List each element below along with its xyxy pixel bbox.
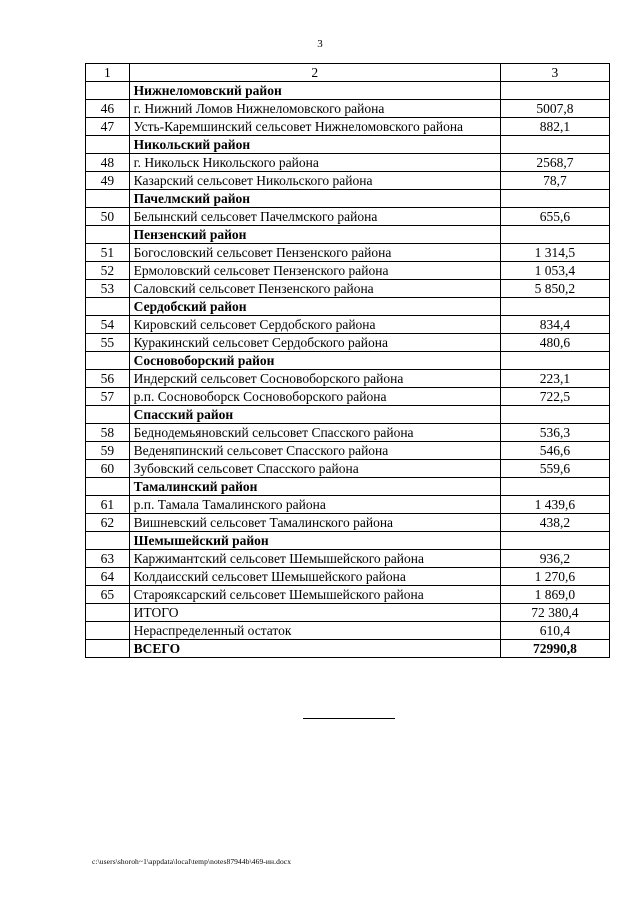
amount-value: 1 053,4 bbox=[500, 262, 609, 280]
table-row bbox=[86, 496, 610, 514]
row-number: 58 bbox=[86, 424, 130, 442]
header-col-3: 3 bbox=[500, 64, 609, 82]
table-row bbox=[86, 442, 610, 460]
row-number: 54 bbox=[86, 316, 130, 334]
settlement-name: Колдаисский сельсовет Шемышейского района bbox=[129, 568, 500, 586]
amount-value: 480,6 bbox=[500, 334, 609, 352]
row-number-cell bbox=[86, 604, 130, 622]
table-row bbox=[86, 208, 610, 226]
row-number: 53 bbox=[86, 280, 130, 298]
section-row bbox=[86, 406, 610, 424]
total-label: Нераспределенный остаток bbox=[129, 622, 500, 640]
row-number: 49 bbox=[86, 172, 130, 190]
district-name: Шемышейский район bbox=[129, 532, 500, 550]
settlement-name: Староякcарский сельсовет Шемышейского района bbox=[129, 586, 500, 604]
amount-value: 882,1 bbox=[500, 118, 609, 136]
settlement-name: Белынский сельсовет Пачелмского района bbox=[129, 208, 500, 226]
amount-value: 1 869,0 bbox=[500, 586, 609, 604]
header-col-1: 1 bbox=[86, 64, 130, 82]
table-row bbox=[86, 568, 610, 586]
total-label: ИТОГО bbox=[129, 604, 500, 622]
value-cell bbox=[500, 226, 609, 244]
separator-line bbox=[303, 718, 395, 719]
value-cell bbox=[500, 136, 609, 154]
district-name: Сердобский район bbox=[129, 298, 500, 316]
total-value: 610,4 bbox=[500, 622, 609, 640]
table-row bbox=[86, 334, 610, 352]
table-row bbox=[86, 100, 610, 118]
row-number: 47 bbox=[86, 118, 130, 136]
amount-value: 1 314,5 bbox=[500, 244, 609, 262]
row-number-cell bbox=[86, 640, 130, 658]
total-row bbox=[86, 622, 610, 640]
table-body bbox=[86, 64, 610, 658]
table-row bbox=[86, 316, 610, 334]
value-cell bbox=[500, 478, 609, 496]
table-row bbox=[86, 514, 610, 532]
value-cell bbox=[500, 406, 609, 424]
table-row bbox=[86, 424, 610, 442]
row-number: 65 bbox=[86, 586, 130, 604]
section-row bbox=[86, 298, 610, 316]
district-name: Спасский район bbox=[129, 406, 500, 424]
row-number-cell bbox=[86, 136, 130, 154]
section-row bbox=[86, 478, 610, 496]
settlement-name: р.п. Тамала Тамалинского района bbox=[129, 496, 500, 514]
allocation-table bbox=[85, 63, 610, 658]
row-number: 51 bbox=[86, 244, 130, 262]
row-number: 55 bbox=[86, 334, 130, 352]
section-row bbox=[86, 82, 610, 100]
amount-value: 722,5 bbox=[500, 388, 609, 406]
section-row bbox=[86, 532, 610, 550]
settlement-name: Беднодемьяновский сельсовет Спасского района bbox=[129, 424, 500, 442]
row-number: 57 bbox=[86, 388, 130, 406]
table-row bbox=[86, 244, 610, 262]
table-row bbox=[86, 262, 610, 280]
row-number: 46 bbox=[86, 100, 130, 118]
settlement-name: г. Нижний Ломов Нижнеломовского района bbox=[129, 100, 500, 118]
row-number: 59 bbox=[86, 442, 130, 460]
row-number-cell bbox=[86, 532, 130, 550]
settlement-name: Индерский сельсовет Сосновоборского района bbox=[129, 370, 500, 388]
settlement-name: Ермоловский сельсовет Пензенского района bbox=[129, 262, 500, 280]
total-row bbox=[86, 604, 610, 622]
amount-value: 834,4 bbox=[500, 316, 609, 334]
row-number: 50 bbox=[86, 208, 130, 226]
amount-value: 559,6 bbox=[500, 460, 609, 478]
settlement-name: Куракинский сельсовет Сердобского района bbox=[129, 334, 500, 352]
row-number: 60 bbox=[86, 460, 130, 478]
row-number-cell bbox=[86, 622, 130, 640]
district-name: Никольский район bbox=[129, 136, 500, 154]
row-number-cell bbox=[86, 298, 130, 316]
settlement-name: Казарский сельсовет Никольского района bbox=[129, 172, 500, 190]
value-cell bbox=[500, 82, 609, 100]
value-cell bbox=[500, 190, 609, 208]
header-col-2: 2 bbox=[129, 64, 500, 82]
district-name: Нижнеломовский район bbox=[129, 82, 500, 100]
amount-value: 546,6 bbox=[500, 442, 609, 460]
settlement-name: г. Никольск Никольского района bbox=[129, 154, 500, 172]
amount-value: 655,6 bbox=[500, 208, 609, 226]
grand-total-row bbox=[86, 640, 610, 658]
row-number: 56 bbox=[86, 370, 130, 388]
section-row bbox=[86, 352, 610, 370]
table-row bbox=[86, 550, 610, 568]
amount-value: 438,2 bbox=[500, 514, 609, 532]
file-path-footer: c:\users\shoroh~1\appdata\local\temp\notes87944b\469-ин.docx bbox=[92, 857, 292, 866]
settlement-name: Веденяпинский сельсовет Спасского района bbox=[129, 442, 500, 460]
page-number: 3 bbox=[317, 38, 323, 50]
amount-value: 5007,8 bbox=[500, 100, 609, 118]
section-row bbox=[86, 226, 610, 244]
table-row bbox=[86, 388, 610, 406]
header-row bbox=[86, 64, 610, 82]
settlement-name: Богословский сельсовет Пензенского района bbox=[129, 244, 500, 262]
row-number: 62 bbox=[86, 514, 130, 532]
row-number-cell bbox=[86, 352, 130, 370]
row-number: 48 bbox=[86, 154, 130, 172]
amount-value: 1 439,6 bbox=[500, 496, 609, 514]
district-name: Пачелмский район bbox=[129, 190, 500, 208]
row-number-cell bbox=[86, 406, 130, 424]
settlement-name: р.п. Сосновоборск Сосновоборского района bbox=[129, 388, 500, 406]
amount-value: 1 270,6 bbox=[500, 568, 609, 586]
row-number: 63 bbox=[86, 550, 130, 568]
settlement-name: Зубовский сельсовет Спасского района bbox=[129, 460, 500, 478]
total-value: 72 380,4 bbox=[500, 604, 609, 622]
row-number-cell bbox=[86, 478, 130, 496]
table-row bbox=[86, 154, 610, 172]
table-row bbox=[86, 586, 610, 604]
table-row bbox=[86, 118, 610, 136]
district-name: Пензенский район bbox=[129, 226, 500, 244]
settlement-name: Каржимантский сельсовет Шемышейского района bbox=[129, 550, 500, 568]
value-cell bbox=[500, 532, 609, 550]
settlement-name: Саловский сельсовет Пензенского района bbox=[129, 280, 500, 298]
total-value: 72990,8 bbox=[500, 640, 609, 658]
section-row bbox=[86, 136, 610, 154]
row-number-cell bbox=[86, 190, 130, 208]
amount-value: 936,2 bbox=[500, 550, 609, 568]
value-cell bbox=[500, 352, 609, 370]
amount-value: 223,1 bbox=[500, 370, 609, 388]
settlement-name: Усть-Каремшинский сельсовет Нижнеломовского района bbox=[129, 118, 500, 136]
row-number-cell bbox=[86, 226, 130, 244]
row-number: 64 bbox=[86, 568, 130, 586]
amount-value: 536,3 bbox=[500, 424, 609, 442]
amount-value: 78,7 bbox=[500, 172, 609, 190]
table-row bbox=[86, 280, 610, 298]
table-row bbox=[86, 460, 610, 478]
value-cell bbox=[500, 298, 609, 316]
row-number: 61 bbox=[86, 496, 130, 514]
settlement-name: Вишневский сельсовет Тамалинского района bbox=[129, 514, 500, 532]
row-number: 52 bbox=[86, 262, 130, 280]
section-row bbox=[86, 190, 610, 208]
amount-value: 5 850,2 bbox=[500, 280, 609, 298]
settlement-name: Кировский сельсовет Сердобского района bbox=[129, 316, 500, 334]
district-name: Сосновоборский район bbox=[129, 352, 500, 370]
table-row bbox=[86, 172, 610, 190]
total-label: ВСЕГО bbox=[129, 640, 500, 658]
table-row bbox=[86, 370, 610, 388]
row-number-cell bbox=[86, 82, 130, 100]
district-name: Тамалинский район bbox=[129, 478, 500, 496]
amount-value: 2568,7 bbox=[500, 154, 609, 172]
